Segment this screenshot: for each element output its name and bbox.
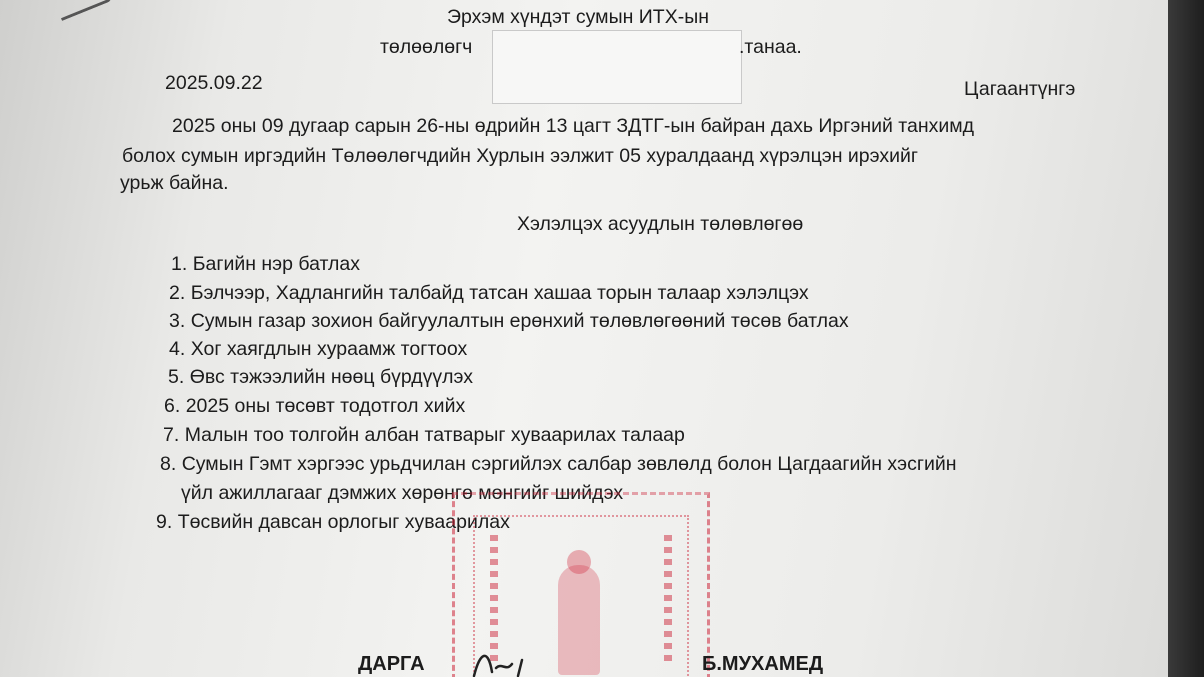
agenda-item-continuation: үйл ажиллагааг дэмжих хөрөнгө мөнгийг шийдэх xyxy=(181,482,624,504)
background-edge xyxy=(1168,0,1204,677)
agenda-item xyxy=(160,453,957,476)
agenda-item xyxy=(169,310,849,333)
agenda-item-text: Бэлчээр, Хадлангийн талбайд татсан хашаа торын талаар хэлэлцэх xyxy=(190,282,809,304)
letter-place: Цагаантүнгэ xyxy=(964,78,1076,100)
agenda-item-number: 5. xyxy=(168,366,185,388)
agenda-item-text: Өвс тэжээлийн нөөц бүрдүүлэх xyxy=(189,366,474,388)
agenda-item xyxy=(171,253,360,276)
body-line-1: 2025 оны 09 дугаар сарын 26-ны өдрийн 13 цагт ЗДТГ-ын байран дахь Иргэний танхимд xyxy=(172,115,975,137)
signer-name: Б.МУХАМЕД xyxy=(702,653,824,675)
agenda-item xyxy=(163,424,685,447)
agenda-item-number: 1. xyxy=(171,253,188,275)
letter-date: 2025.09.22 xyxy=(165,72,263,94)
agenda-item-number: 7. xyxy=(163,424,180,446)
agenda-item xyxy=(164,395,465,418)
agenda-item-text: Хог хаягдлын хураамж тогтоох xyxy=(190,338,468,360)
addressee-line-2-left: төлөөлөгч xyxy=(380,36,473,58)
addressee-line-1: Эрхэм хүндэт сумын ИТХ-ын xyxy=(447,6,710,28)
agenda-item-number: 6. xyxy=(164,395,181,417)
agenda-item-number: 3. xyxy=(169,310,186,332)
body-line-3: урьж байна. xyxy=(120,172,229,194)
agenda-item xyxy=(169,282,809,305)
agenda-item-number: 9. xyxy=(156,511,173,533)
handwritten-signature xyxy=(466,640,586,677)
pen-mark xyxy=(54,0,113,21)
agenda-item-number: 2. xyxy=(169,282,186,304)
agenda-title: Хэлэлцэх асуудлын төлөвлөгөө xyxy=(517,213,804,235)
agenda-item-number: 8. xyxy=(160,453,177,475)
agenda-item-text: Сумын газар зохион байгуулалтын ерөнхий төлөвлөгөөний төсөв батлах xyxy=(190,310,849,332)
agenda-item-text: Малын тоо толгойн албан татварыг хуваарилах талаар xyxy=(184,424,685,446)
agenda-item-text: Төсвийн давсан орлогыг хуваарилах xyxy=(177,511,510,533)
signer-role: ДАРГА xyxy=(358,653,425,675)
redacted-name-box xyxy=(492,30,742,104)
agenda-item-number: 4. xyxy=(169,338,186,360)
body-line-2: болох сумын иргэдийн Төлөөлөгчдийн Хурлын ээлжит 05 хуралдаанд хүрэлцэн ирэхийг xyxy=(122,145,919,167)
agenda-item xyxy=(168,366,473,389)
agenda-item-text: 2025 оны төсөвт тодотгол хийх xyxy=(185,395,466,417)
agenda-item-text: Сумын Гэмт хэргээс урьдчилан сэргийлэх салбар зөвлөлд болон Цагдаагийн хэсгийн xyxy=(181,453,957,475)
agenda-item xyxy=(169,338,467,361)
addressee-line-2-right: .танаа. xyxy=(739,36,802,58)
agenda-item-text: Багийн нэр батлах xyxy=(192,253,361,275)
